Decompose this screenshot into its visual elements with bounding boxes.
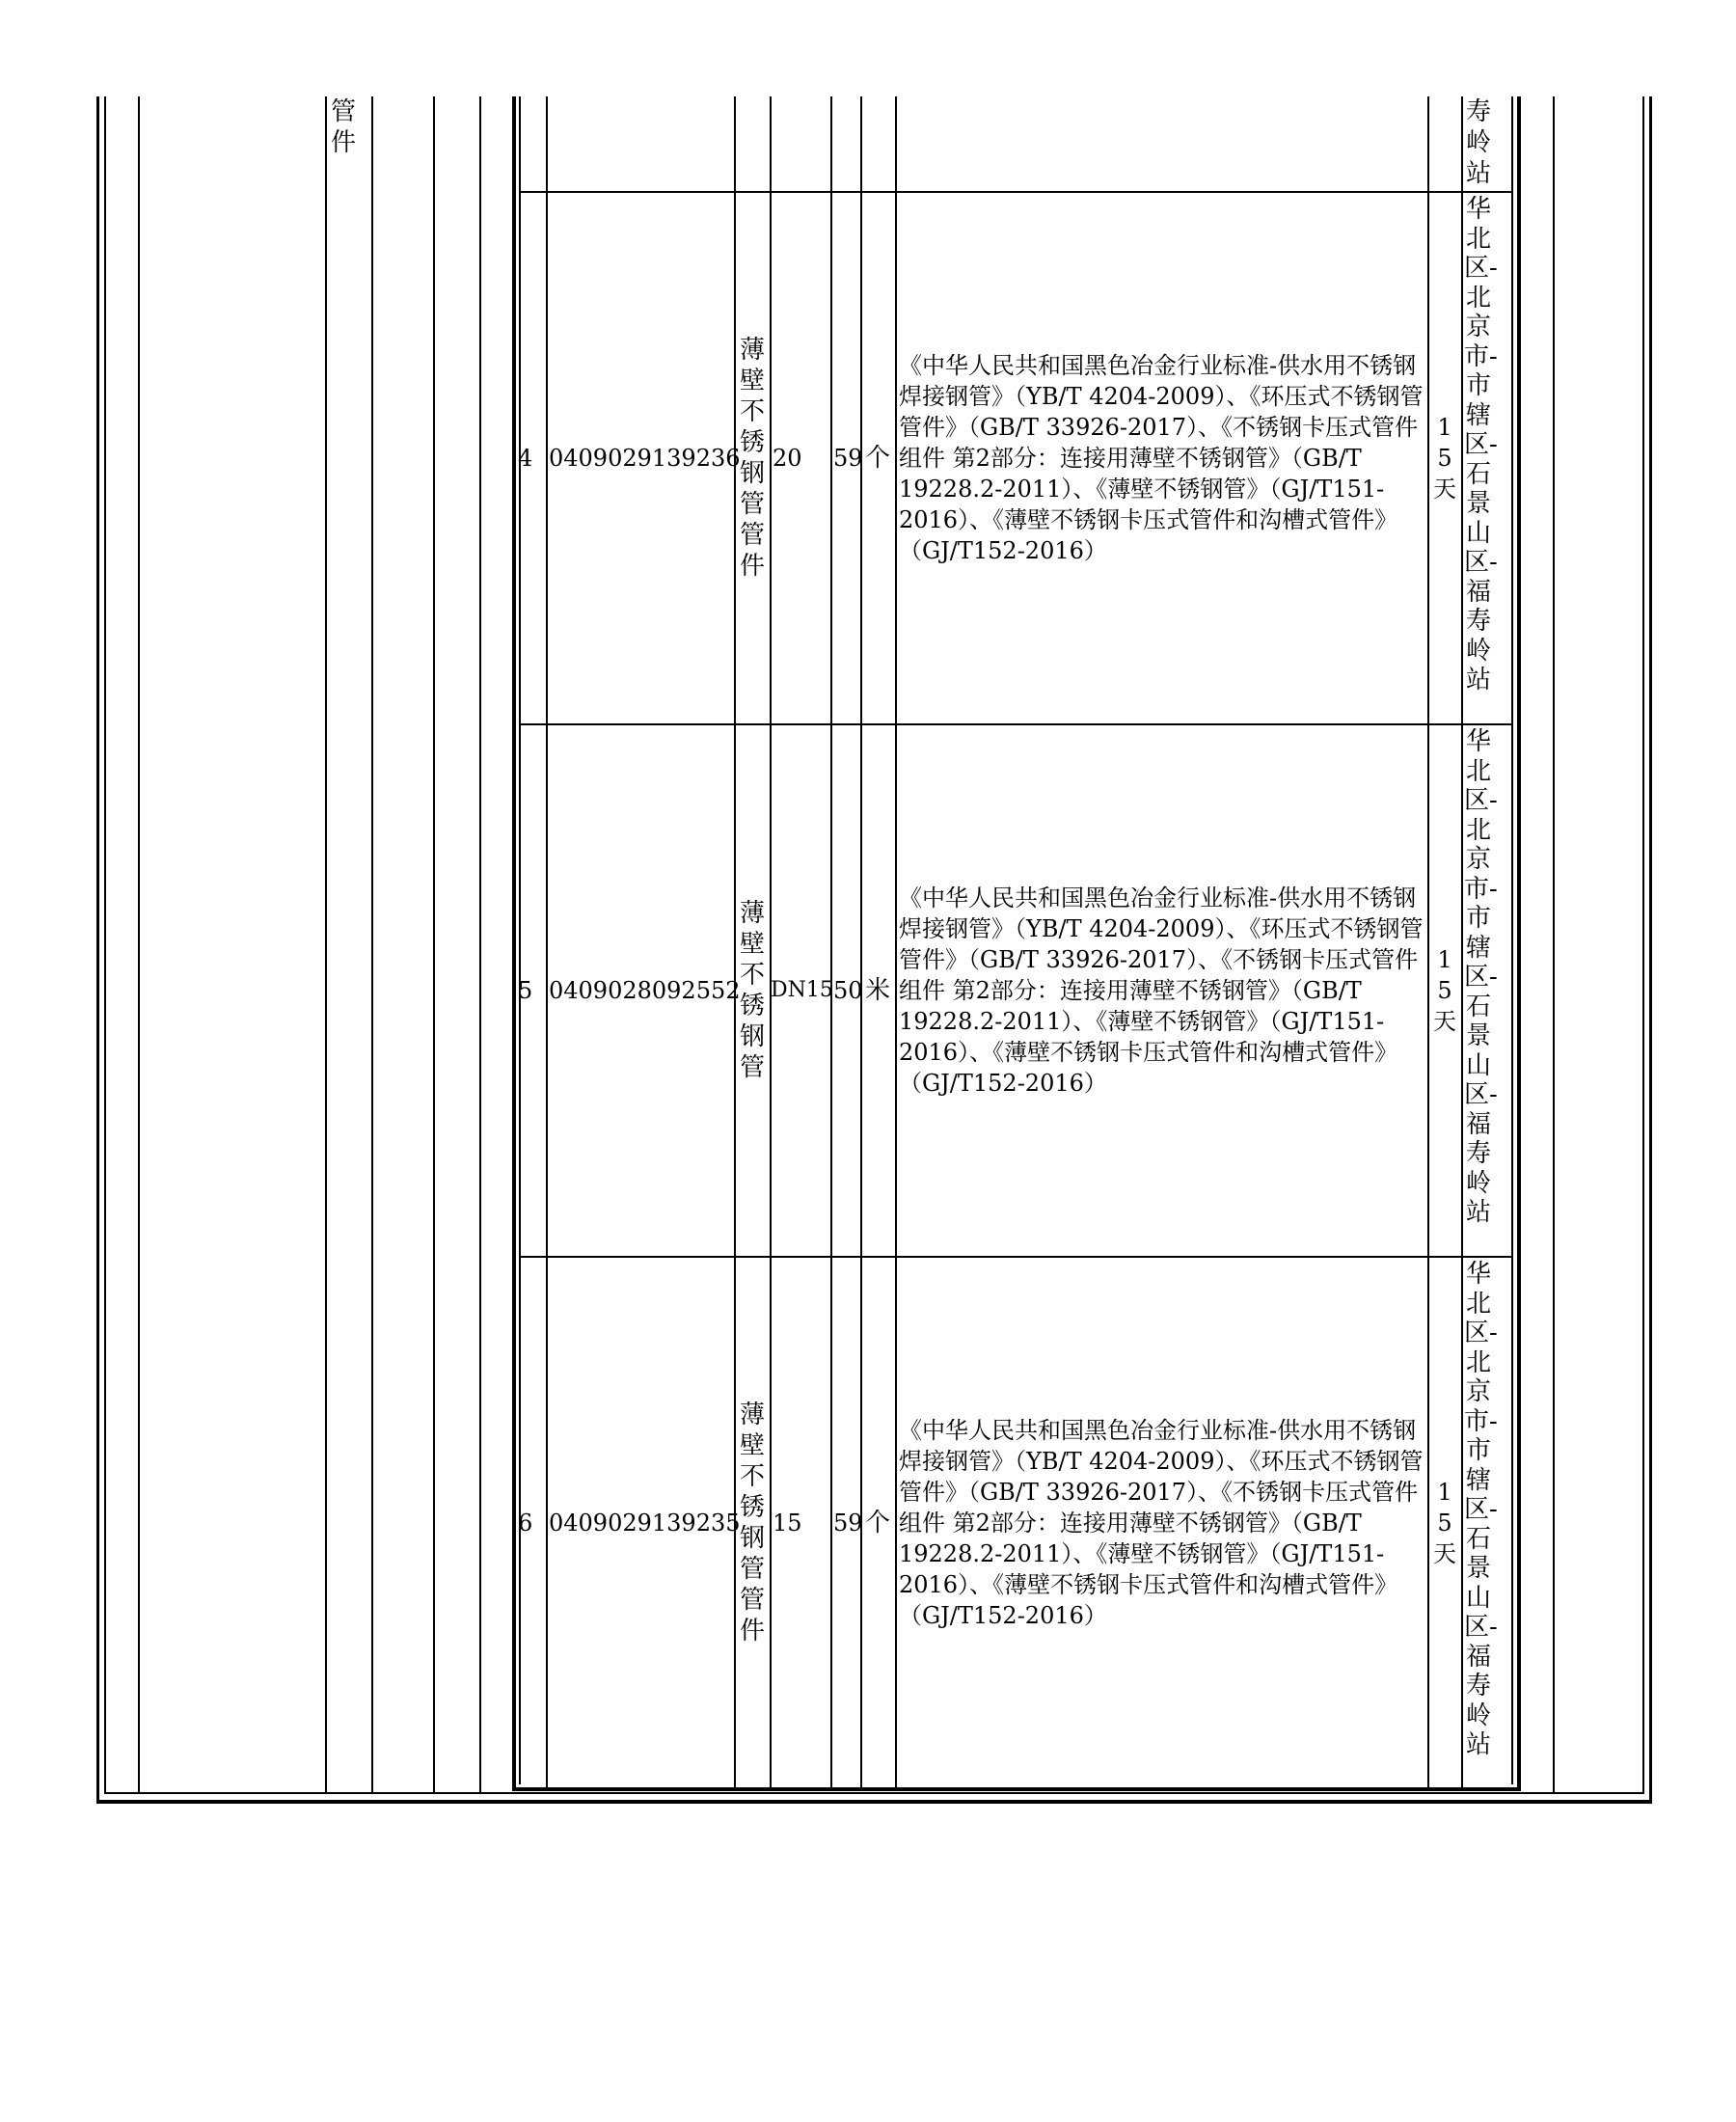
outer-left-inner (104, 96, 106, 1794)
nested-col-line (546, 96, 548, 1787)
row-code: 0409029139236 (549, 445, 741, 472)
row-spec: 20 (773, 445, 802, 472)
row-period: 15天 (1433, 1478, 1456, 1567)
row-name-cell (737, 725, 770, 1256)
nested-col-line (895, 96, 897, 1787)
outer-left-border (96, 96, 99, 1804)
nested-bottom-border (512, 1787, 1521, 1791)
row-code: 0409028092552 (549, 977, 741, 1004)
outer-col-line (433, 96, 435, 1794)
row-code: 0409029139235 (549, 1509, 741, 1537)
nested-col-line (1427, 96, 1429, 1787)
row-qty: 59 (833, 1509, 863, 1537)
nested-right-border-inner (1511, 96, 1513, 1784)
outer-right-inner (1642, 96, 1644, 1794)
row-name-cell (737, 193, 770, 723)
row-period-cell (1430, 193, 1461, 723)
row-location: 华北区-北京市-市辖区-石景山区-福寿岭站 (1464, 727, 1498, 1227)
row-spec: DN15 (771, 978, 833, 1002)
row-unit: 个 (865, 1508, 891, 1537)
row-standard: 《中华人民共和国黑色冶金行业标准-供水用不锈钢焊接钢管》（YB/T 4204-2009）、《环压式不锈钢管管件》（GB/T 33926-2017）、《不锈钢卡压式管件组件 第2部分：连接用薄壁不锈钢管》（GB/T 19228.2-2011）、《薄壁不锈钢管》（GJ/T151-2016）、《薄壁不锈钢卡压式管件和沟槽式管件》（GJ/T152-2016） (899, 352, 1424, 564)
row-standard-cell (899, 193, 1424, 723)
row-period: 15天 (1433, 414, 1456, 503)
outer-fragment-text: 管件 (330, 97, 356, 157)
row-unit: 米 (865, 976, 891, 1005)
outer-bottom-border (96, 1800, 1652, 1804)
outer-right-border (1649, 96, 1652, 1804)
row-spec: 15 (773, 1509, 802, 1537)
row-standard: 《中华人民共和国黑色冶金行业标准-供水用不锈钢焊接钢管》（YB/T 4204-2009）、《环压式不锈钢管管件》（GB/T 33926-2017）、《不锈钢卡压式管件组件 第2部分：连接用薄壁不锈钢管》（GB/T 19228.2-2011）、《薄壁不锈钢管》（GJ/T151-2016）、《薄壁不锈钢卡压式管件和沟槽式管件》（GJ/T152-2016） (899, 884, 1424, 1097)
outer-col-line (371, 96, 373, 1794)
row-qty: 59 (833, 445, 863, 472)
row-seq: 6 (518, 1509, 533, 1537)
nested-col-line (1461, 96, 1463, 1787)
row-standard-cell (899, 725, 1424, 1256)
row-standard-cell (899, 1258, 1424, 1787)
row-name-cell (737, 1258, 770, 1787)
top-fragment-location: 寿岭站 (1465, 97, 1491, 188)
row-name: 薄壁不锈钢管 (739, 899, 765, 1082)
row-standard: 《中华人民共和国黑色冶金行业标准-供水用不锈钢焊接钢管》（YB/T 4204-2009）、《环压式不锈钢管管件》（GB/T 33926-2017）、《不锈钢卡压式管件组件 第2部分：连接用薄壁不锈钢管》（GB/T 19228.2-2011）、《薄壁不锈钢管》（GJ/T151-2016）、《薄壁不锈钢卡压式管件和沟槽式管件》（GJ/T152-2016） (899, 1416, 1424, 1629)
row-name: 薄壁不锈钢管管件 (739, 1400, 765, 1646)
row-period-cell (1430, 1258, 1461, 1787)
outer-col-line (1553, 96, 1555, 1794)
row-qty: 50 (833, 977, 863, 1004)
outer-col-line (479, 96, 481, 1794)
outer-col-line (325, 96, 327, 1794)
row-location: 华北区-北京市-市辖区-石景山区-福寿岭站 (1464, 1260, 1498, 1759)
row-period-cell (1430, 725, 1461, 1256)
row-unit: 个 (865, 444, 891, 473)
nested-left-border (512, 96, 516, 1791)
outer-bottom-border-inner (104, 1792, 1644, 1794)
row-seq: 4 (518, 445, 533, 472)
row-location: 华北区-北京市-市辖区-石景山区-福寿岭站 (1464, 195, 1498, 694)
nested-right-border (1517, 96, 1521, 1791)
outer-col-line (138, 96, 140, 1794)
row-name: 薄壁不锈钢管管件 (739, 336, 765, 581)
row-seq: 5 (518, 977, 533, 1004)
row-period: 15天 (1433, 946, 1456, 1035)
